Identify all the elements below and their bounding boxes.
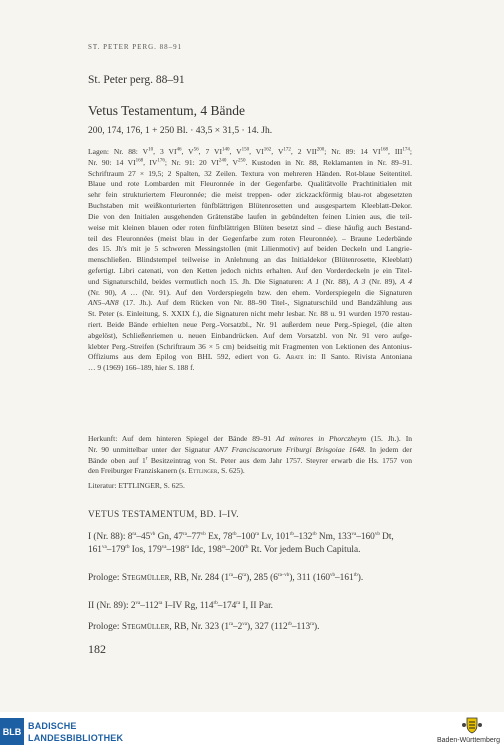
coat-of-arms-icon <box>461 716 483 734</box>
library-name-line1: BADISCHE <box>28 721 77 731</box>
volume-two-prologues: Prologe: Stegmüller, RB, Nr. 323 $(1^{ra}-2^{va})$, 327 $(112^{rb}-113^{ra})$. <box>88 621 320 632</box>
physical-description: 200, 174, 176, 1 + 250 Bl. · 43,5 × 31,5 · 14. Jh. <box>88 126 273 136</box>
blb-logo[interactable]: BLB <box>0 718 24 745</box>
volume-two-contents: II (Nr. 89): $2^{va}-112^{ra}$ I–IV Rg, $114^{rb}-174^{ra}$ I, II Par. <box>88 600 273 611</box>
state-label: Baden-Württemberg <box>437 737 501 744</box>
page-number: 182 <box>88 642 106 656</box>
description-paragraph: Lagen: Nr. 88: $V^{10}$, 3 VI$^{46}$, $V^{56}$, 7 VI$^{140}$, $V^{150}$, VI$^{162}$, $V^{172}$, 2 VII$^{200}$; Nr. 89: 14 VI$^{168}$, III$^{174}$; Nr. 90: 14 VI$^{168}$, IV$^{176}$; Nr. 91: 20 VI$^{240}$, $V^{250}$. Kustoden in Nr. 88, Reklamanten in Nr. 89–91. Schriftraum 27 × 19,5; 2 Spalten, 32 Zeilen. Textura von mehreren Händen. Rot-blaue Seitentitel. Blaue und rote Lombarden mit Fleuronnée in der Gegenfarbe. Qualitätvolle Prachtinitialen mit sehr fein strukturiertem Fleuronnée; die meist treppen- oder zickzackförmig blau-rot abgesetzten Buchstaben mit weißkonturierten fünfblättrigen Blütenrosetten und ausgespartem Kleeblatt-Dekor. Die von den Initialen ausgehenden Grätenstäbe laufen in gebündelten feinen Linien aus, die teil- weise mit kleinen blauen oder roten fünfblättrigen Blüten besetzt sind – diese häufig auch Bestand- teil des Fleuronnées (meist blau in der Gegenfarbe zum roten Fleuronnée). – Braune Lederbände des 15. Jh's mit je 5 schweren Messingstollen (mit Lilienmotiv) auf beiden Deckeln und Langrie- menschließen. Blindstempel teilweise in Anlehnung an das Initialdekor (Blütenrosette, Kleeblatt) gefertigt. Libri catenati, von den Ketten jedoch nichts erhalten. Auf den Vorderdeckeln je ein Titel- und Signaturschild, beides vermutlich noch 15. Jh. Die Signaturen: A 1 (Nr. 88), A 3 (Nr. 89), A 4 (Nr. 90), A … (Nr. 91). Auf den Vorderspiegeln bzw. den ehem. Vorderspiegeln die Signaturen AN5–AN8 (17. Jh.). Auf dem Rücken von Nr. 88–90 Titel-, Signaturschild und Bandzählung aus St. Peter (s. Einleitung, S. XXIX f.), die Signaturen nicht mehr lesbar. Nr. 88 u. 91 wurden 1970 restau- riert. Beide Bände erhielten neue Perg.-Vorsatzbl., Nr. 91 außerdem neue Perg.-Spiegel, (die alten abgelöst), Schließenriemen u. neuen Einbandrücken. Auf dem Vorsatzbl. von Nr. 91 vero aufge- klebter Perg.-Streifen (Schriftraum 36 × 5 cm) beidseitig mit Fragmenten von Lektionen des Antonius- Offiziums aus dem Epilog von BHL 592, ediert von G. Abate in: Il Santo. Rivista Antoniana … 9 (1969) 166–189, hier S. 188 f. <box>88 147 413 373</box>
volume-one-prologues: Prologe: Stegmüller, RB, Nr. 284 $(1^{ra}-6^{ra})$, 285 $(6^{ra-vb})$, 311 $(160^{vb}-161^{rb})$. <box>88 572 364 583</box>
library-name <box>28 720 123 744</box>
volume-one-contents: I (Nr. 88): $8^{ra}-45^{vb}$ Gn, $47^{ra}-77^{vb}$ Ex, $78^{rb}-100^{ra}$ Lv, $101^{rb}-132^{rb}$ Nm, $133^{va}-160^{vb}$ Dt, $161^{va}-179^{rb}$ Ios, $179^{va}-198^{ra}$ Idc, $198^{ra}-200^{rb}$ Rt. Vor jedem Buch Capitula. <box>88 531 394 555</box>
running-head: ST. PETER PERG. 88–91 <box>88 43 183 51</box>
library-name-line2: LANDESBIBLIOTHEK <box>28 733 124 743</box>
page-title: St. Peter perg. 88–91 <box>88 74 185 86</box>
literature-reference: Literatur: ETTLINGER, S. 625. <box>88 481 185 490</box>
section-title: VETUS TESTAMENTUM, BD. I–IV. <box>88 510 239 520</box>
work-heading: Vetus Testamentum, 4 Bände <box>88 103 246 118</box>
provenance-paragraph: Herkunft: Auf dem hinteren Spiegel der Bände 89–91 Ad minores in Phorczheym (15. Jh.). In Nr. 90 unmittelbar unter der Signatur AN7 Franciscanorum Friburgi Brisgoiae 1648. In jedem der Bände oben auf 1$^r$ Besitzeintrag von St. Peter aus dem Jahr 1757. Steyrer erwarb die Hs. 1757 von den Freiburger Franziskanern (s. Ettlinger, S. 625). <box>88 434 412 476</box>
